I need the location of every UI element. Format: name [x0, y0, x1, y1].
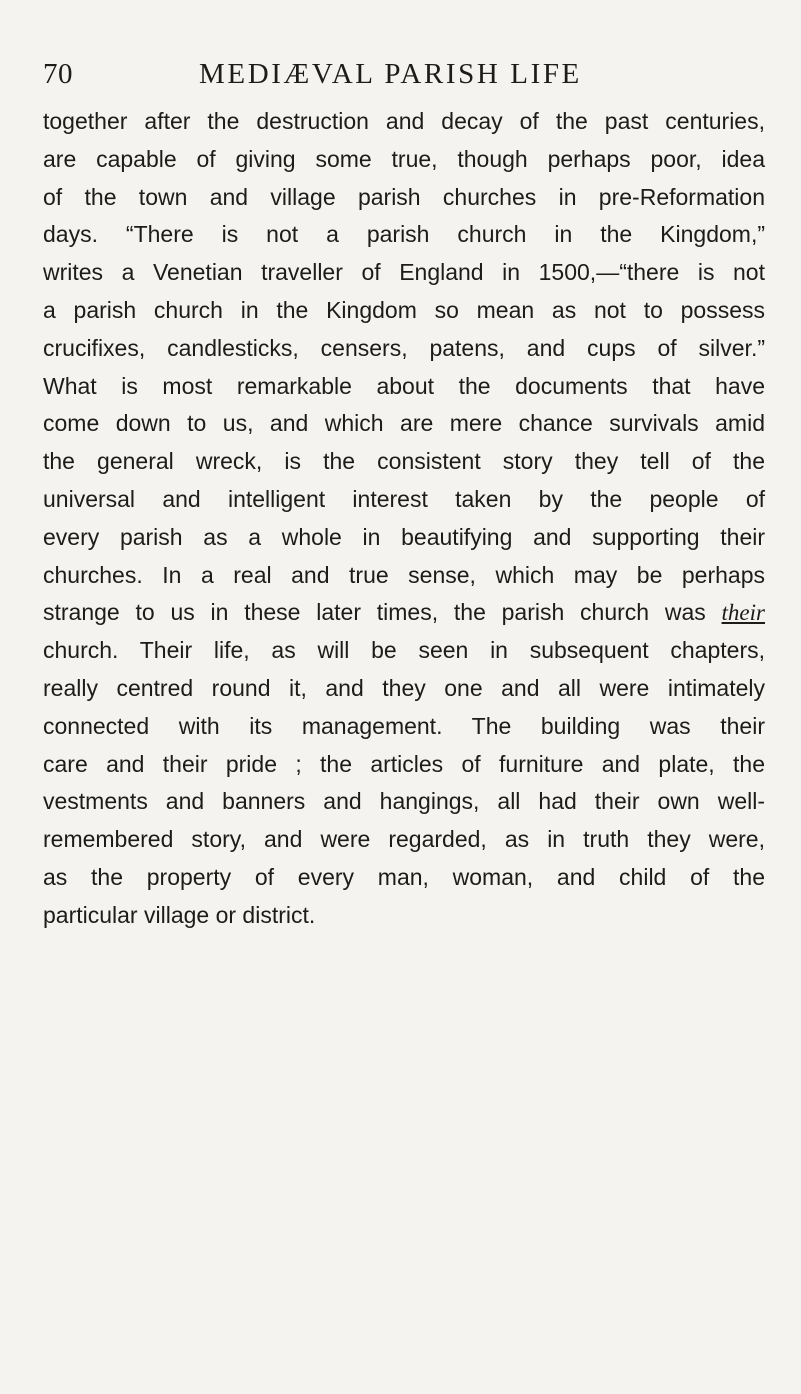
text-line-with-emphasis [43, 594, 765, 632]
text-line: of the town and village parish churches in pre-Reformation [43, 183, 765, 210]
text-line: writes a Venetian traveller of England in 1500,—“there is not [43, 259, 765, 286]
text-line: as the property of every man, woman, and child of the [43, 863, 765, 890]
text-line: remembered story, and were regarded, as in truth they were, [43, 826, 765, 853]
body-paragraph [43, 103, 765, 935]
text-line: a parish church in the Kingdom so mean as not to possess [43, 296, 765, 323]
text-line: come down to us, and which are mere chance survivals amid [43, 410, 765, 437]
text-line: crucifixes, candlesticks, censers, patens, and cups of silver.” [43, 334, 765, 361]
text-line: every parish as a whole in beautifying and supporting their [43, 523, 765, 550]
text-line: vestments and banners and hangings, all had their own well- [43, 788, 765, 815]
emphasized-word: their [721, 600, 765, 626]
text-segment: strange to us in these later times, the parish church was [43, 599, 722, 626]
running-title: MEDIÆVAL PARISH LIFE [199, 58, 582, 90]
text-line: care and their pride ; the articles of furniture and plate, the [43, 750, 765, 777]
text-line: What is most remarkable about the documents that have [43, 372, 765, 399]
running-header [43, 52, 763, 96]
page-number: 70 [43, 58, 73, 90]
text-line: the general wreck, is the consistent story they tell of the [43, 448, 765, 475]
text-line-last: particular village or district. [43, 901, 316, 928]
text-line: church. Their life, as will be seen in subsequent chapters, [43, 637, 765, 664]
text-line: together after the destruction and decay of the past centuries, [43, 108, 765, 134]
text-line: churches. In a real and true sense, which may be perhaps [43, 561, 765, 588]
text-line: universal and intelligent interest taken by the people of [43, 485, 765, 512]
text-line: days. “There is not a parish church in the Kingdom,” [43, 221, 765, 248]
text-line: connected with its management. The building was their [43, 712, 765, 739]
text-line: really centred round it, and they one and all were intimately [43, 674, 765, 701]
text-line: are capable of giving some true, though perhaps poor, idea [43, 145, 765, 172]
